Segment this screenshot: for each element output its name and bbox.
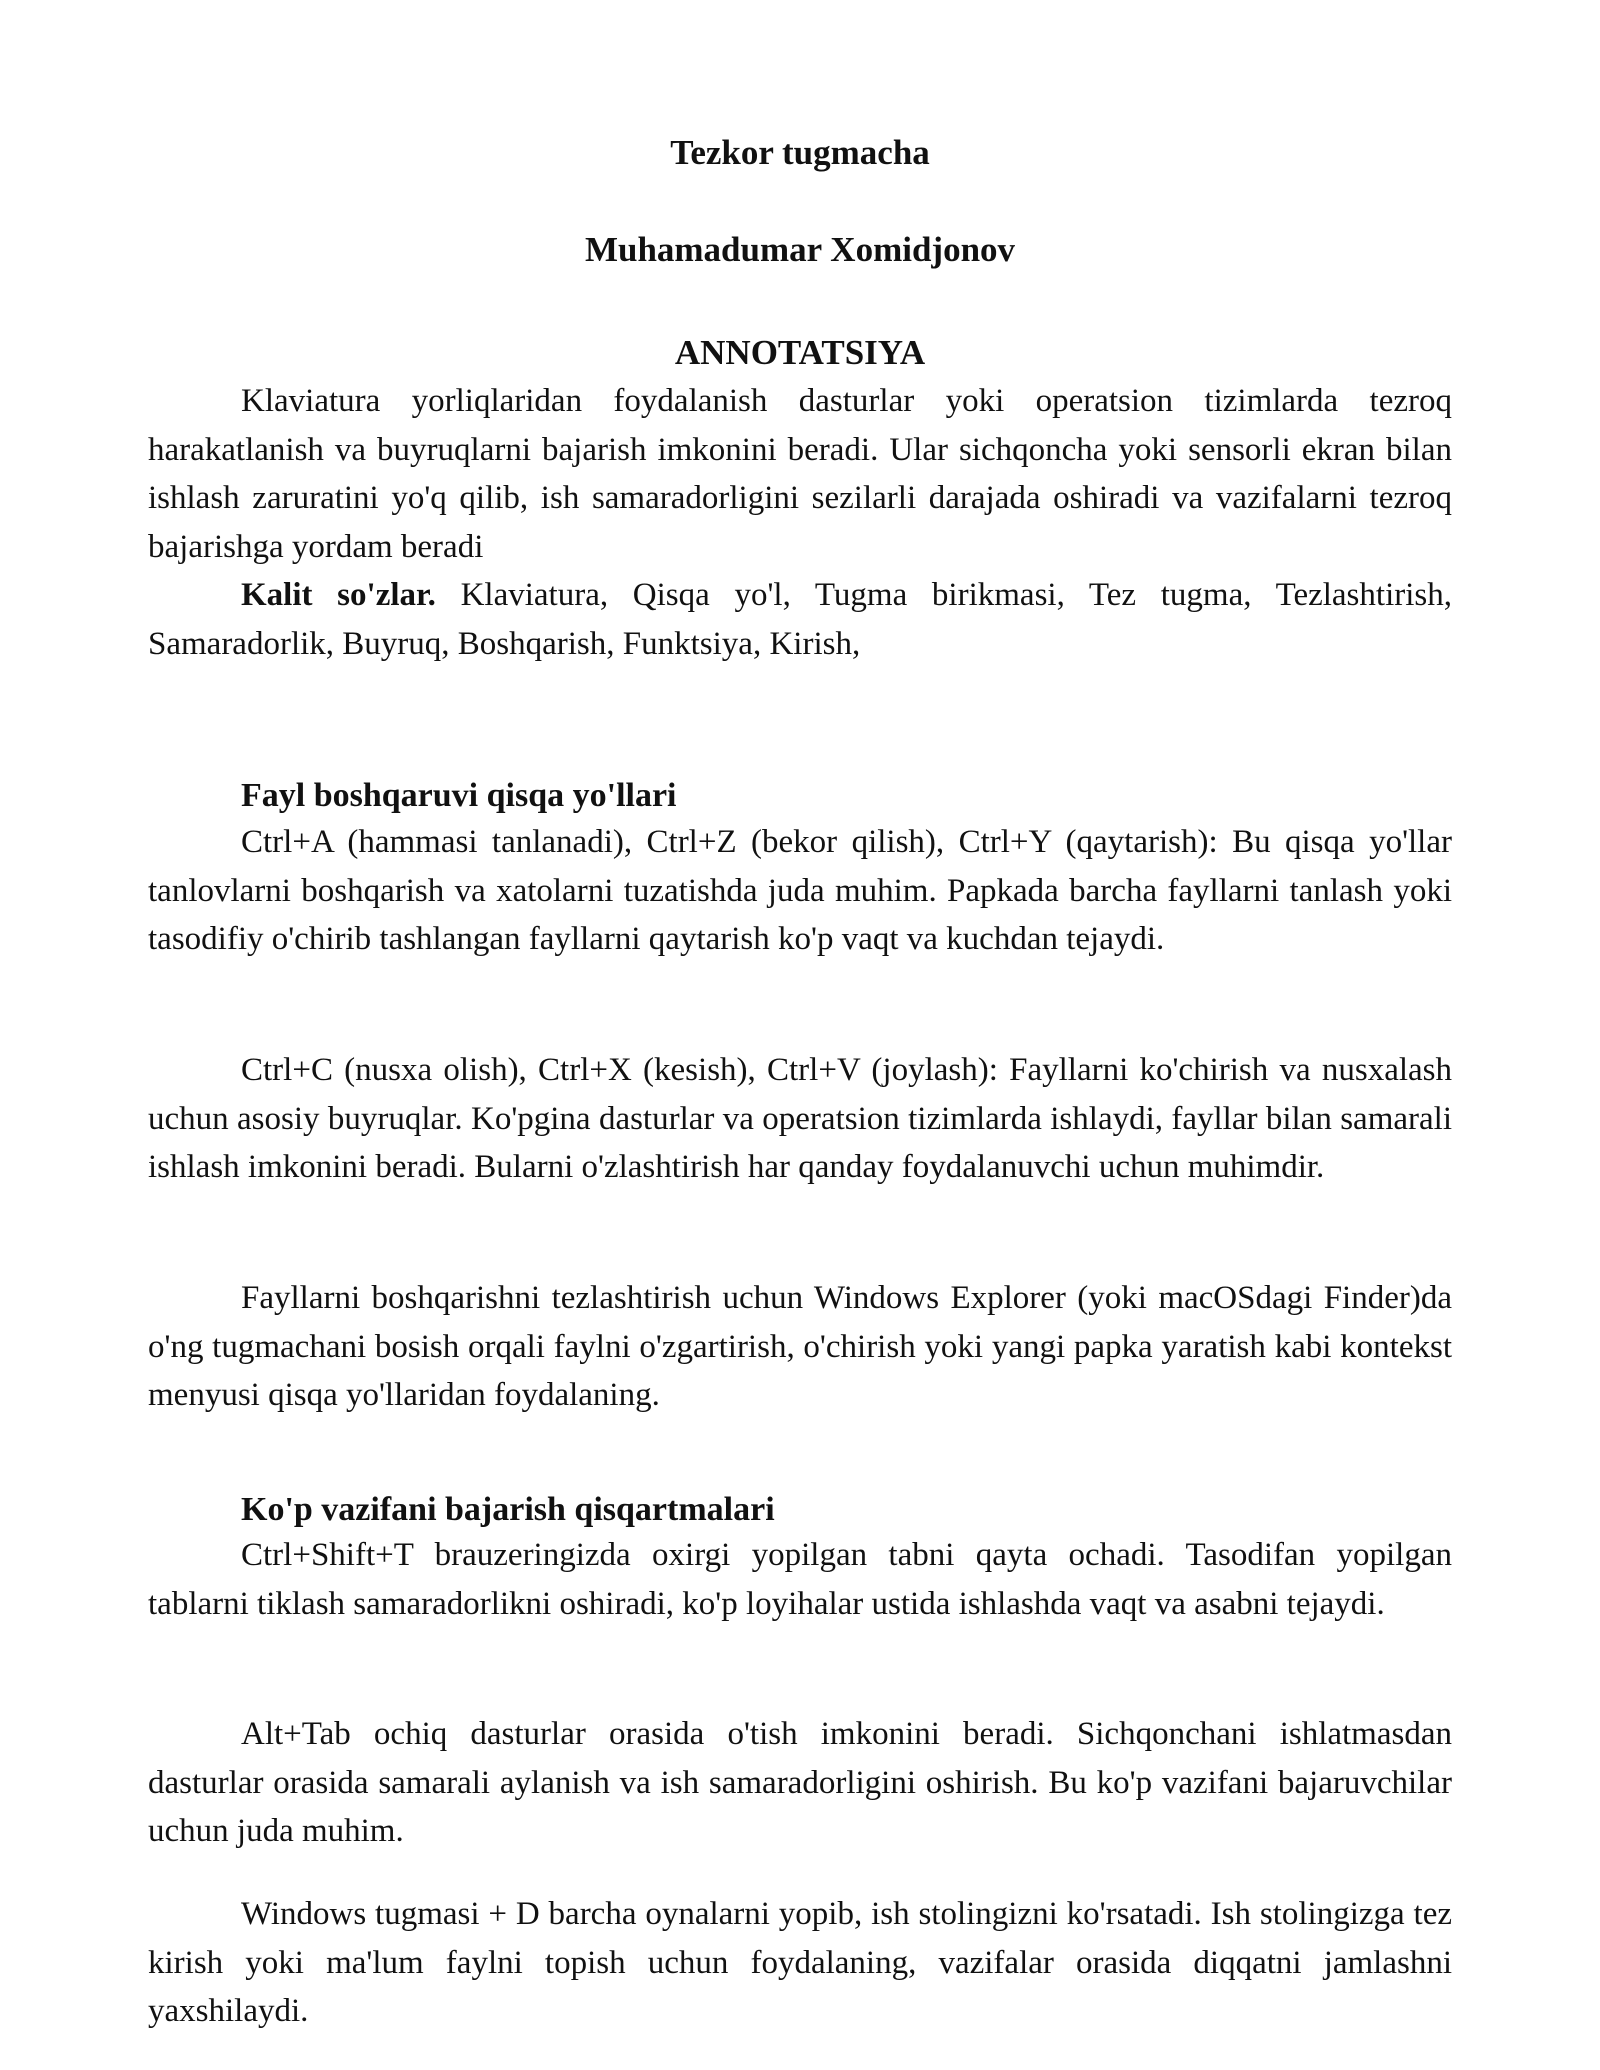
- keywords-paragraph: [148, 571, 1452, 668]
- paragraph-show-desktop: Windows tugmasi + D barcha oynalarni yopib, ish stolingizni ko'rsatadi. Ish stolingizga tez kirish yoki ma'lum faylni topish uchun foydalaning, vazifalar orasida diqqatni jamlashni yaxshilaydi.: [148, 1896, 1452, 2029]
- section-heading-multitasking: Ko'p vazifani bajarish qisqartmalari: [241, 1491, 775, 1528]
- keywords-label: Kalit so'zlar.: [241, 577, 436, 613]
- paragraph-reopen-tab: Ctrl+Shift+T brauzeringizda oxirgi yopilgan tabni qayta ochadi. Tasodifan yopilgan tablarni tiklash samaradorlikni oshiradi, ko'p loyihalar ustida ishlashda vaqt va asabni tejaydi.: [148, 1537, 1452, 1622]
- section-heading-file-management: Fayl boshqaruvi qisqa yo'llari: [241, 777, 677, 814]
- annotation-heading: ANNOTATSIYA: [674, 333, 926, 372]
- keywords-list: Klaviatura, Qisqa yo'l, Tugma birikmasi, Tez tugma, Tezlashtirish, Samaradorlik, Buyruq, Boshqarish, Funktsiya, Kirish,: [148, 577, 1452, 662]
- author-name: Muhamadumar Xomidjonov: [584, 230, 1016, 269]
- paragraph-undo-redo: Ctrl+A (hammasi tanlanadi), Ctrl+Z (bekor qilish), Ctrl+Y (qaytarish): Bu qisqa yo'llar tanlovlarni boshqarish va xatolarni tuzatishda juda muhim. Papkada barcha fayllarni tanlash yoki tasodifiy o'chirib tashlangan fayllarni qaytarish ko'p vaqt va kuchdan tejaydi.: [148, 824, 1452, 957]
- document-title: Tezkor tugmacha: [670, 133, 930, 172]
- paragraph-context-menu: Fayllarni boshqarishni tezlashtirish uchun Windows Explorer (yoki macOSdagi Finder)da o'ng tugmachani bosish orqali faylni o'zgartirish, o'chirish yoki yangi papka yaratish kabi kontekst menyusi qisqa yo'llaridan foydalaning.: [148, 1280, 1452, 1413]
- annotation-paragraph: Klaviatura yorliqlaridan foydalanish dasturlar yoki operatsion tizimlarda tezroq harakatlanish va buyruqlarni bajarish imkonini beradi. Ular sichqoncha yoki sensorli ekran bilan ishlash zaruratini yo'q qilib, ish samaradorligini sezilarli darajada oshiradi va vazifalarni tezroq bajarishga yordam beradi: [148, 383, 1452, 565]
- paragraph-alt-tab: Alt+Tab ochiq dasturlar orasida o'tish imkonini beradi. Sichqonchani ishlatmasdan dasturlar orasida samarali aylanish va ish samaradorligini oshirish. Bu ko'p vazifani bajaruvchilar uchun juda muhim.: [148, 1716, 1452, 1849]
- paragraph-copy-paste: Ctrl+C (nusxa olish), Ctrl+X (kesish), Ctrl+V (joylash): Fayllarni ko'chirish va nusxalash uchun asosiy buyruqlar. Ko'pgina dasturlar va operatsion tizimlarda ishlaydi, fayllar bilan samarali ishlash imkonini beradi. Bularni o'zlashtirish har qanday foydalanuvchi uchun muhimdir.: [148, 1052, 1452, 1185]
